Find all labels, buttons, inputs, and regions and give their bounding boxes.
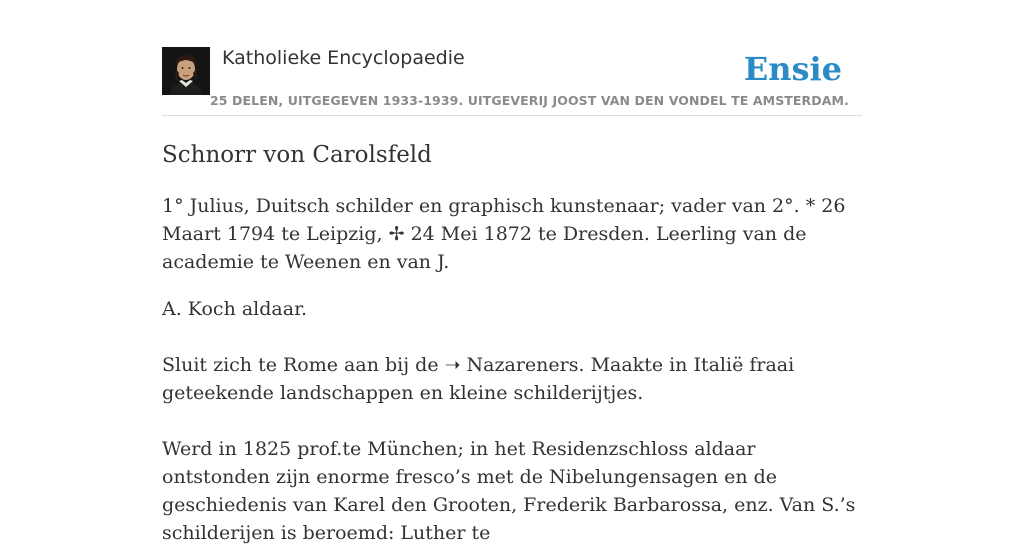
article-paragraph: A. Koch aldaar. bbox=[162, 298, 308, 320]
article-paragraph: 1° Julius, Duitsch schilder en graphisch kunstenaar; vader van 2°. * 26 Maart 1794 te Leipzig, ✢ 24 Mei 1872 te Dresden. Leerling van de academie te Weenen en van J. bbox=[162, 195, 846, 273]
article-paragraph: Werd in 1825 prof.te München; in het Residenzschloss aldaar ontstonden zijn enorme fresco’s met de Nibelungensagen en de geschiedenis van Karel den Grooten, Frederik Barbarossa, enz. Van S.’s schilderijen is beroemd: Luther te bbox=[162, 438, 856, 544]
source-subtitle: 25 DELEN, UITGEGEVEN 1933-1939. UITGEVERIJ JOOST VAN DEN VONDEL TE AMSTERDAM. bbox=[210, 93, 849, 108]
source-title[interactable]: Katholieke Encyclopaedie bbox=[222, 47, 465, 69]
article-paragraph: Sluit zich te Rome aan bij de ➝ Nazareners. Maakte in Italië fraai geteekende landschappen en kleine schilderijtjes. bbox=[162, 354, 795, 404]
brand-logo[interactable]: Ensie bbox=[743, 50, 842, 88]
header bbox=[162, 0, 862, 116]
portrait-avatar-icon[interactable] bbox=[162, 47, 210, 95]
article-title: Schnorr von Carolsfeld bbox=[162, 142, 432, 168]
page bbox=[162, 0, 862, 544]
